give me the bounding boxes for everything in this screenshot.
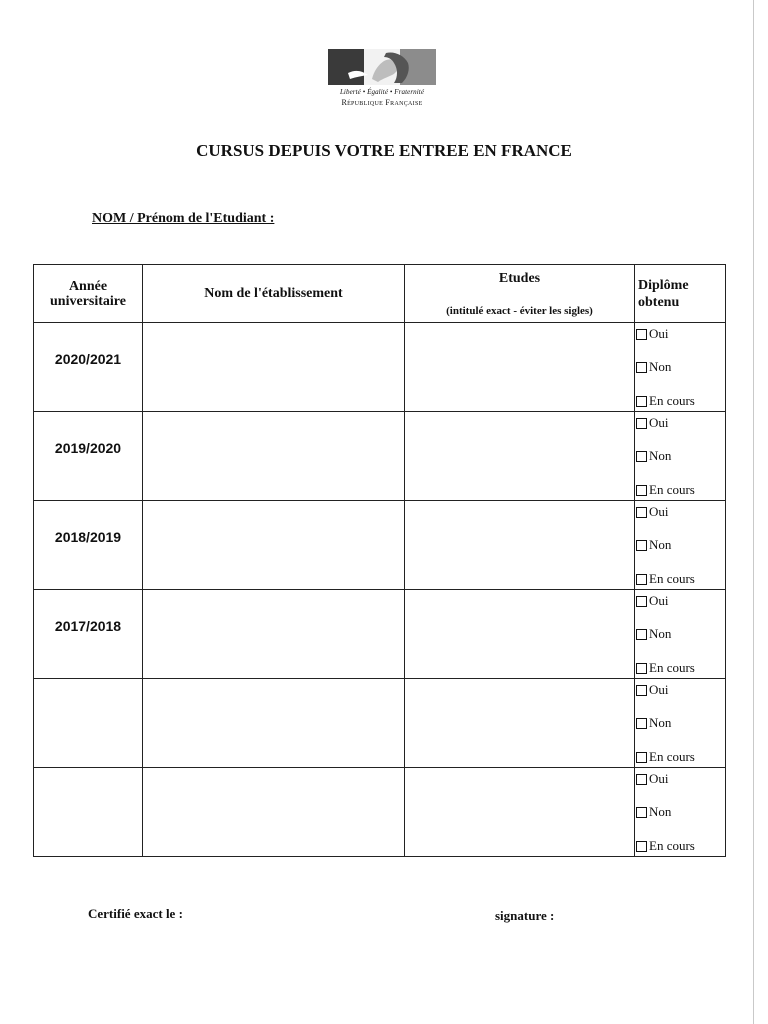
diploma-option-label: En cours [649, 393, 695, 408]
header-year-line2: universitaire [50, 293, 126, 309]
diploma-option-in-progress[interactable] [636, 660, 695, 676]
diploma-option-no[interactable] [636, 359, 671, 375]
header-diploma [635, 265, 726, 323]
header-studies-title: Etudes [498, 271, 541, 286]
checkbox-icon[interactable] [636, 485, 647, 496]
diploma-option-label: Non [649, 537, 672, 552]
academic-year-value: 2017/2018 [54, 618, 122, 634]
diploma-option-in-progress[interactable] [636, 838, 695, 854]
academic-year-cell [34, 501, 143, 590]
diploma-cell [635, 768, 726, 857]
diploma-option-yes[interactable] [636, 682, 669, 698]
institution-field[interactable] [143, 679, 405, 768]
checkbox-icon[interactable] [636, 362, 647, 373]
diploma-option-label: En cours [649, 660, 695, 675]
marianne-flag-icon [328, 49, 436, 85]
checkbox-icon[interactable] [636, 418, 647, 429]
institution-field[interactable] [143, 412, 405, 501]
checkbox-icon[interactable] [636, 596, 647, 607]
academic-year-cell [34, 323, 143, 412]
cursus-table [33, 264, 726, 857]
checkbox-icon[interactable] [636, 629, 647, 640]
checkbox-icon[interactable] [636, 774, 647, 785]
studies-field[interactable] [405, 323, 635, 412]
checkbox-icon[interactable] [636, 329, 647, 340]
diploma-option-yes[interactable] [636, 326, 669, 342]
table-header-row [34, 265, 726, 323]
institution-field[interactable] [143, 323, 405, 412]
diploma-option-label: Non [649, 448, 672, 463]
diploma-option-in-progress[interactable] [636, 749, 695, 765]
diploma-option-yes[interactable] [636, 593, 669, 609]
diploma-option-no[interactable] [636, 448, 671, 464]
header-studies-note: (intitulé exact - éviter les sigles) [446, 305, 593, 317]
diploma-option-no[interactable] [636, 626, 671, 642]
table-row [34, 679, 726, 768]
checkbox-icon[interactable] [636, 841, 647, 852]
checkbox-icon[interactable] [636, 451, 647, 462]
header-year-line1: Année [68, 278, 108, 294]
checkbox-icon[interactable] [636, 396, 647, 407]
diploma-option-label: En cours [649, 838, 695, 853]
institution-field[interactable] [143, 590, 405, 679]
header-academic-year [34, 265, 143, 323]
studies-field[interactable] [405, 679, 635, 768]
academic-year-value: 2018/2019 [54, 529, 122, 545]
diploma-cell [635, 590, 726, 679]
academic-year-cell [34, 768, 143, 857]
table-row [34, 323, 726, 412]
page-title: CURSUS DEPUIS VOTRE ENTREE EN FRANCE [196, 141, 572, 160]
studies-field[interactable] [405, 590, 635, 679]
republique-francaise-logo [326, 49, 438, 107]
academic-year-cell [34, 679, 143, 768]
certified-date-label: Certifié exact le : [88, 906, 183, 921]
diploma-option-label: Oui [649, 682, 669, 697]
diploma-option-in-progress[interactable] [636, 482, 695, 498]
student-name-label: NOM / Prénom de l'Etudiant : [92, 211, 275, 226]
checkbox-icon[interactable] [636, 685, 647, 696]
academic-year-value: 2020/2021 [54, 351, 122, 367]
logo-republic-name: République Française [341, 98, 423, 107]
diploma-option-yes[interactable] [636, 504, 669, 520]
table-row [34, 501, 726, 590]
checkbox-icon[interactable] [636, 752, 647, 763]
diploma-option-yes[interactable] [636, 771, 669, 787]
header-institution: Nom de l'établissement [143, 265, 405, 323]
logo-motto: Liberté • Égalité • Fraternité [339, 88, 425, 96]
checkbox-icon[interactable] [636, 507, 647, 518]
diploma-option-in-progress[interactable] [636, 393, 695, 409]
diploma-cell [635, 323, 726, 412]
diploma-option-no[interactable] [636, 715, 671, 731]
diploma-option-no[interactable] [636, 537, 671, 553]
diploma-option-in-progress[interactable] [636, 571, 695, 587]
diploma-cell [635, 412, 726, 501]
diploma-option-yes[interactable] [636, 415, 669, 431]
diploma-option-label: Oui [649, 415, 669, 430]
header-studies [405, 265, 635, 323]
diploma-option-label: Non [649, 804, 672, 819]
diploma-option-label: Non [649, 359, 672, 374]
diploma-option-label: Oui [649, 771, 669, 786]
academic-year-cell [34, 412, 143, 501]
diploma-option-no[interactable] [636, 804, 671, 820]
checkbox-icon[interactable] [636, 718, 647, 729]
table-row [34, 590, 726, 679]
diploma-option-label: Oui [649, 593, 669, 608]
institution-field[interactable] [143, 501, 405, 590]
diploma-option-label: Non [649, 626, 672, 641]
checkbox-icon[interactable] [636, 574, 647, 585]
checkbox-icon[interactable] [636, 807, 647, 818]
diploma-option-label: Non [649, 715, 672, 730]
diploma-option-label: Oui [649, 504, 669, 519]
studies-field[interactable] [405, 768, 635, 857]
academic-year-cell [34, 590, 143, 679]
academic-year-value: 2019/2020 [54, 440, 122, 456]
checkbox-icon[interactable] [636, 663, 647, 674]
table-row [34, 412, 726, 501]
table-row [34, 768, 726, 857]
institution-field[interactable] [143, 768, 405, 857]
diploma-option-label: En cours [649, 482, 695, 497]
diploma-option-label: En cours [649, 571, 695, 586]
header-diploma-line1: Diplôme [638, 277, 689, 293]
diploma-option-label: Oui [649, 326, 669, 341]
studies-field[interactable] [405, 412, 635, 501]
diploma-cell [635, 501, 726, 590]
studies-field[interactable] [405, 501, 635, 590]
signature-label: signature : [495, 908, 555, 923]
diploma-cell [635, 679, 726, 768]
header-diploma-line2: obtenu [638, 294, 680, 310]
diploma-option-label: En cours [649, 749, 695, 764]
checkbox-icon[interactable] [636, 540, 647, 551]
